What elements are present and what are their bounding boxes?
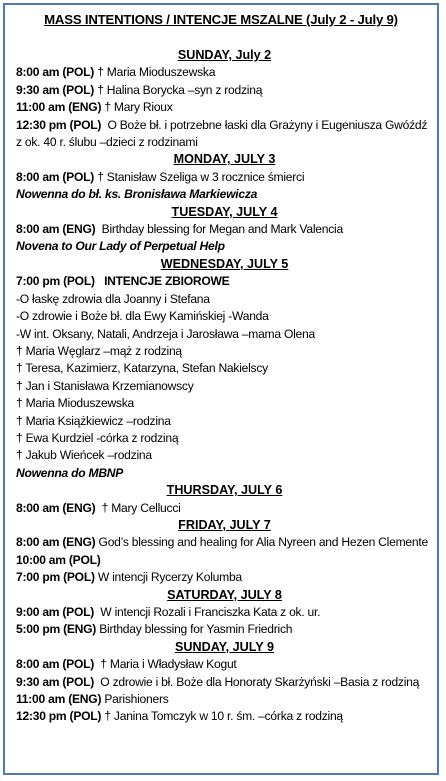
intention-text: Birthday blessing for Megan and Mark Valencia	[95, 222, 343, 237]
intention-line	[16, 447, 433, 464]
intention-line	[16, 326, 433, 343]
intention-text: -O zdrowie i Boże bł. dla Ewy Kamińskiej -Wanda	[16, 309, 269, 324]
day-heading: TUESDAY, JULY 4	[171, 204, 278, 219]
intention-line	[16, 534, 433, 551]
intention-text: † Jan i Stanisława Krzemianowscy	[16, 378, 194, 393]
mass-time: 8:00 am (ENG)	[16, 535, 96, 550]
intention-text: W intencji Rozali i Franciszka Kata z ok. ur.	[94, 605, 321, 619]
mass-time: 8:00 am (ENG)	[16, 500, 96, 515]
intention-line	[16, 604, 433, 621]
intention-line	[16, 413, 433, 430]
intention-line	[16, 708, 433, 725]
intention-text: -W int. Oksany, Natali, Andrzeja i Jarosława –mama Olena	[16, 326, 315, 341]
day-heading: SUNDAY, JULY 9	[175, 639, 274, 654]
intention-text: † Maria Węglarz –mąż z rodziną	[16, 343, 182, 358]
day-heading: SUNDAY, July 2	[177, 48, 272, 62]
intention-line	[16, 691, 433, 708]
intention-line	[16, 273, 433, 290]
mass-time: 12:30 pm (POL)	[16, 117, 102, 132]
novena-line: Novena to Our Lady of Perpetual Help	[16, 239, 225, 254]
intention-text: † Halina Borycka –syn z rodziną	[94, 82, 263, 97]
intention-line	[16, 291, 433, 308]
day-heading: MONDAY, JULY 3	[173, 152, 276, 167]
mass-time: 8:00 am (POL)	[16, 169, 95, 184]
intention-text: † Maria Mioduszewska	[94, 65, 216, 80]
intention-text: † Jakub Wieńcek –rodzina	[16, 448, 152, 463]
day-heading: SATURDAY, JULY 8	[167, 587, 282, 602]
intention-text: God’s blessing and healing for Alia Nyreen and Hezen Clemente	[95, 535, 428, 550]
intention-line	[16, 430, 433, 447]
mass-intentions-box	[3, 3, 439, 775]
intention-text: Parishioners	[101, 692, 169, 707]
page-title: MASS INTENTIONS / INTENCJE MSZALNE (July 2 - July 9)	[44, 12, 398, 27]
mass-time: 11:00 am (ENG)	[16, 100, 102, 115]
intention-line	[16, 552, 433, 569]
mass-time: 12:30 pm (POL)	[16, 709, 102, 724]
mass-time: 10:00 am (POL)	[16, 552, 101, 567]
mass-time: 11:00 am (ENG)	[16, 692, 102, 707]
intention-text: O zdrowie i bł. Boże dla Honoraty Skarżyński –Basia z rodziną	[94, 674, 420, 689]
intention-text: -O łaskę zdrowia dla Joanny i Stefana	[16, 291, 210, 306]
intention-line	[16, 221, 433, 238]
intention-line	[16, 656, 433, 673]
intention-text: † Stanisław Szeliga w 3 rocznice śmierci	[94, 169, 305, 184]
intention-line	[16, 64, 433, 81]
intention-line	[16, 99, 433, 116]
day-heading: FRIDAY, JULY 7	[178, 517, 271, 532]
intention-text: † Janina Tomczyk w 10 r. śm. –córka z rodziną	[101, 709, 343, 724]
day-heading: WEDNESDAY, JULY 5	[160, 256, 289, 271]
intention-text: † Mary Rioux	[101, 100, 173, 115]
intention-text: † Teresa, Kazimierz, Katarzyna, Stefan Nakielscy	[16, 361, 268, 376]
intention-line	[16, 395, 433, 412]
intention-text: W intencji Rycerzy Kolumba	[94, 570, 242, 585]
intention-line	[16, 674, 433, 691]
intention-line	[16, 569, 433, 586]
mass-time: 9:00 am (POL)	[16, 605, 95, 619]
novena-line: Nowenna do bł. ks. Bronisława Markiewicza	[16, 187, 258, 202]
intentions-list	[5, 47, 437, 726]
intention-text: † Maria Mioduszewska	[16, 396, 134, 411]
intention-line	[16, 82, 433, 99]
mass-time: 8:00 am (POL)	[16, 65, 95, 80]
intention-text: INTENCJE ZBIOROWE	[94, 274, 230, 289]
intention-text: O Boże bł. i potrzebne łaski dla Grażyny i Eugeniusza Gwóźdź z ok. 40 r. ślubu –dzieci z rodzinami	[16, 117, 431, 150]
intention-line	[16, 343, 433, 360]
intention-line	[16, 500, 433, 517]
mass-time: 7:00 pm (POL)	[16, 570, 95, 585]
mass-time: 8:00 am (POL)	[16, 657, 95, 672]
intention-line	[16, 621, 433, 638]
intention-line	[16, 308, 433, 325]
day-heading: THURSDAY, JULY 6	[166, 483, 283, 498]
mass-time: 5:00 pm (ENG)	[16, 622, 97, 637]
intention-text: Birthday blessing for Yasmin Friedrich	[96, 622, 293, 637]
mass-time: 9:30 am (POL)	[16, 82, 95, 97]
intention-text: † Maria Książkiewicz –rodzina	[16, 413, 171, 428]
intention-line	[16, 169, 433, 186]
intention-text: † Maria i Władysław Kogut	[94, 657, 237, 672]
intention-line	[16, 117, 433, 152]
mass-time: 7:00 pm (POL)	[16, 274, 95, 289]
mass-time: 9:30 am (POL)	[16, 674, 95, 689]
novena-line: Nowenna do MBNP	[16, 465, 124, 480]
intention-line	[16, 360, 433, 377]
intention-text: † Mary Cellucci	[95, 500, 181, 515]
intention-text: † Ewa Kurdziel -córka z rodziną	[16, 430, 179, 445]
mass-time: 8:00 am (ENG)	[16, 222, 96, 237]
intention-line	[16, 378, 433, 395]
